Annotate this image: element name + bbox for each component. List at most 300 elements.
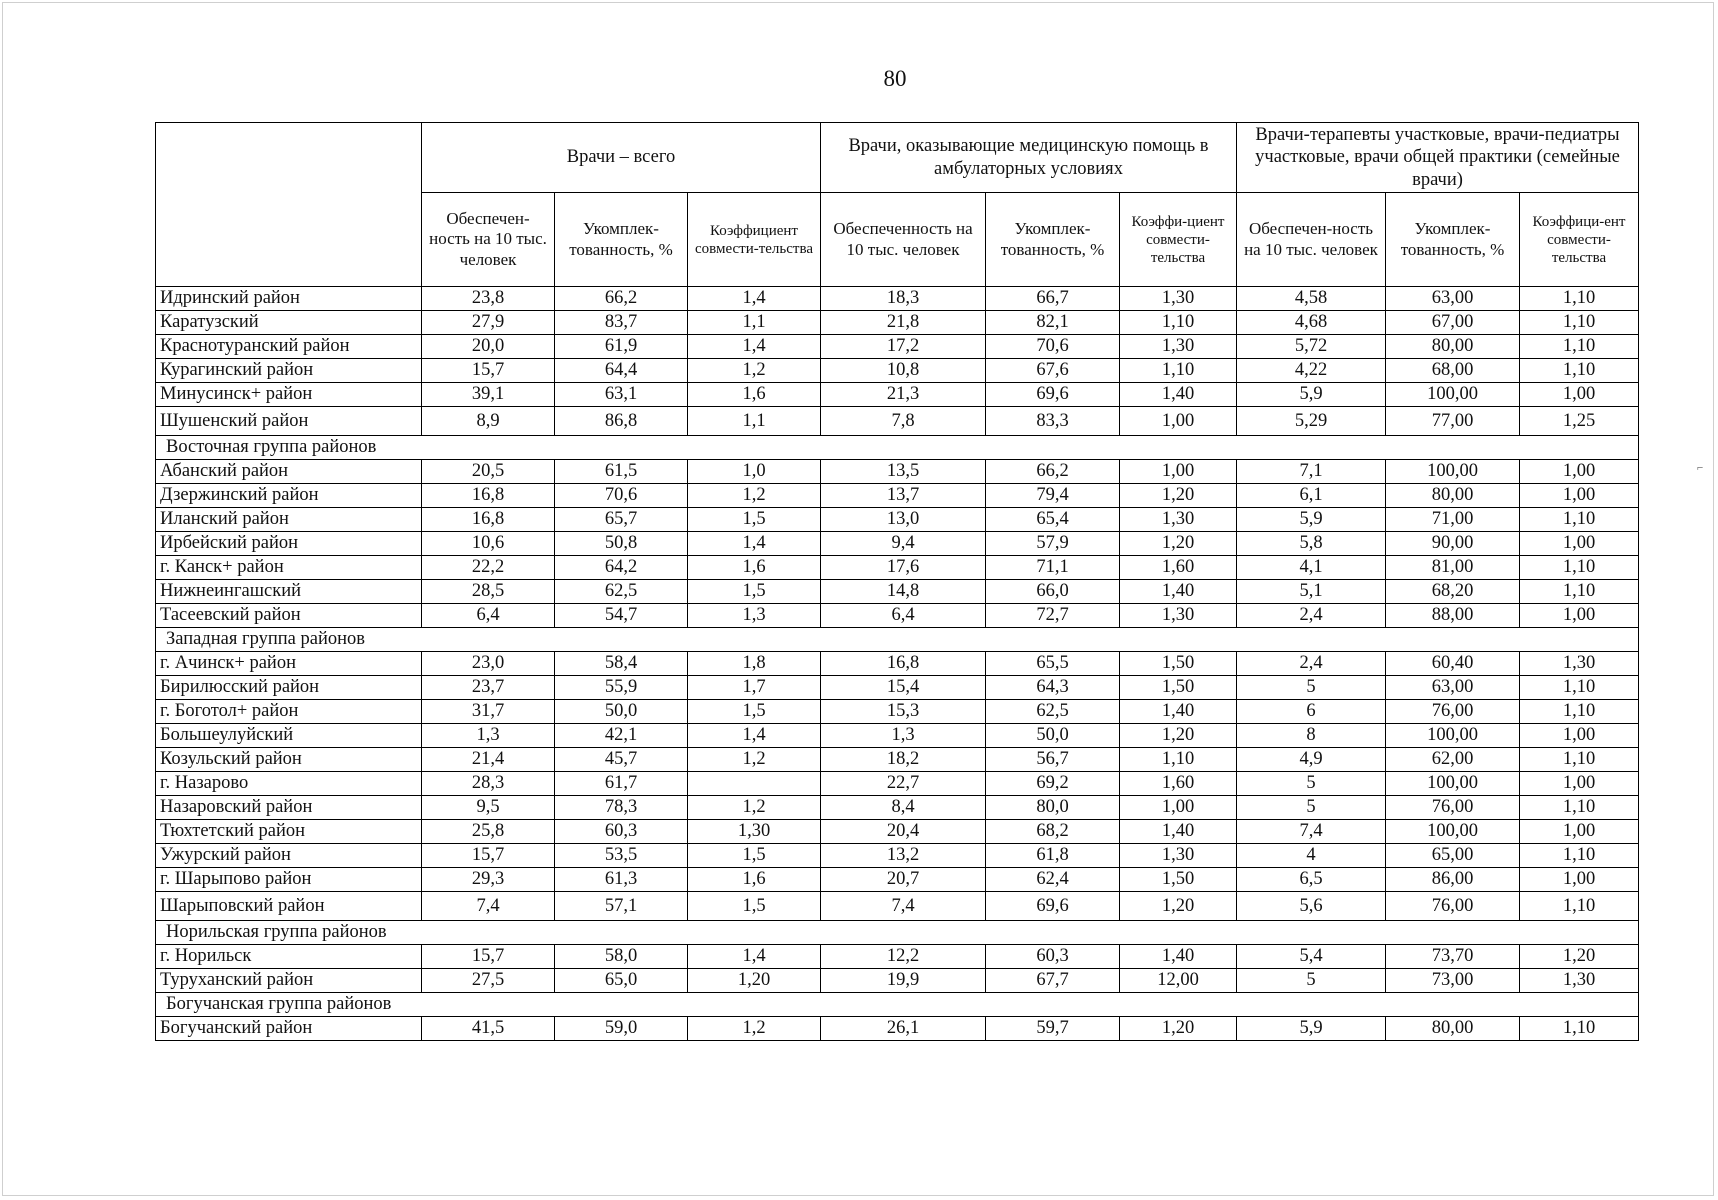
value-cell: 1,4 bbox=[688, 724, 821, 748]
value-cell: 1,10 bbox=[1120, 359, 1237, 383]
value-cell: 1,00 bbox=[1120, 796, 1237, 820]
table-row bbox=[156, 892, 1639, 921]
value-cell: 1,00 bbox=[1120, 407, 1237, 436]
value-cell: 54,7 bbox=[555, 604, 688, 628]
group-label: Норильская группа районов bbox=[156, 921, 1639, 945]
value-cell: 15,7 bbox=[422, 359, 555, 383]
sub-header-coefficient: Коэффици-ент совмести-тельства bbox=[1520, 193, 1639, 287]
value-cell: 1,3 bbox=[422, 724, 555, 748]
value-cell: 53,5 bbox=[555, 844, 688, 868]
group-row bbox=[156, 921, 1639, 945]
value-cell: 27,9 bbox=[422, 311, 555, 335]
value-cell: 28,5 bbox=[422, 580, 555, 604]
value-cell: 1,40 bbox=[1120, 383, 1237, 407]
table-row bbox=[156, 335, 1639, 359]
value-cell: 4,9 bbox=[1237, 748, 1386, 772]
value-cell: 60,3 bbox=[555, 820, 688, 844]
value-cell: 1,10 bbox=[1120, 311, 1237, 335]
value-cell: 6,4 bbox=[821, 604, 986, 628]
value-cell: 1,30 bbox=[1520, 969, 1639, 993]
region-name-cell: Большеулуйский bbox=[156, 724, 422, 748]
table-row bbox=[156, 532, 1639, 556]
value-cell: 20,5 bbox=[422, 460, 555, 484]
value-cell: 39,1 bbox=[422, 383, 555, 407]
group-row bbox=[156, 993, 1639, 1017]
value-cell: 73,70 bbox=[1386, 945, 1520, 969]
value-cell: 1,10 bbox=[1520, 556, 1639, 580]
value-cell: 1,10 bbox=[1120, 748, 1237, 772]
value-cell: 76,00 bbox=[1386, 796, 1520, 820]
region-name-cell: Ирбейский район bbox=[156, 532, 422, 556]
value-cell: 62,5 bbox=[986, 700, 1120, 724]
value-cell: 21,3 bbox=[821, 383, 986, 407]
value-cell: 1,2 bbox=[688, 1017, 821, 1041]
value-cell: 55,9 bbox=[555, 676, 688, 700]
value-cell: 73,00 bbox=[1386, 969, 1520, 993]
value-cell: 1,40 bbox=[1120, 820, 1237, 844]
value-cell: 1,1 bbox=[688, 311, 821, 335]
value-cell: 5,4 bbox=[1237, 945, 1386, 969]
group-label: Западная группа районов bbox=[156, 628, 1639, 652]
value-cell: 1,60 bbox=[1120, 772, 1237, 796]
value-cell: 68,20 bbox=[1386, 580, 1520, 604]
value-cell: 100,00 bbox=[1386, 820, 1520, 844]
value-cell: 2,4 bbox=[1237, 604, 1386, 628]
region-name-cell: Каратузский bbox=[156, 311, 422, 335]
value-cell: 1,2 bbox=[688, 748, 821, 772]
value-cell: 1,3 bbox=[821, 724, 986, 748]
value-cell: 7,8 bbox=[821, 407, 986, 436]
table-row bbox=[156, 508, 1639, 532]
value-cell: 61,3 bbox=[555, 868, 688, 892]
value-cell: 16,8 bbox=[422, 484, 555, 508]
sub-header-staffing: Укомплек-тованность, % bbox=[555, 193, 688, 287]
doctors-staffing-table bbox=[155, 122, 1639, 1041]
value-cell: 66,0 bbox=[986, 580, 1120, 604]
table-body bbox=[156, 287, 1639, 1041]
value-cell: 82,1 bbox=[986, 311, 1120, 335]
sub-header-provision: Обеспечен-ность на 10 тыс. человек bbox=[1237, 193, 1386, 287]
value-cell: 68,2 bbox=[986, 820, 1120, 844]
value-cell: 64,3 bbox=[986, 676, 1120, 700]
value-cell: 1,2 bbox=[688, 796, 821, 820]
value-cell: 1,10 bbox=[1520, 892, 1639, 921]
value-cell: 1,00 bbox=[1520, 460, 1639, 484]
value-cell: 77,00 bbox=[1386, 407, 1520, 436]
value-cell: 1,40 bbox=[1120, 700, 1237, 724]
value-cell: 5 bbox=[1237, 772, 1386, 796]
value-cell: 60,40 bbox=[1386, 652, 1520, 676]
value-cell: 5,72 bbox=[1237, 335, 1386, 359]
region-name-cell: Тюхтетский район bbox=[156, 820, 422, 844]
value-cell: 1,50 bbox=[1120, 676, 1237, 700]
value-cell: 83,3 bbox=[986, 407, 1120, 436]
table-row bbox=[156, 1017, 1639, 1041]
value-cell: 69,6 bbox=[986, 892, 1120, 921]
value-cell: 4,22 bbox=[1237, 359, 1386, 383]
value-cell: 1,60 bbox=[1120, 556, 1237, 580]
value-cell: 5 bbox=[1237, 969, 1386, 993]
value-cell: 19,9 bbox=[821, 969, 986, 993]
value-cell: 4,1 bbox=[1237, 556, 1386, 580]
value-cell: 1,10 bbox=[1520, 580, 1639, 604]
value-cell: 1,20 bbox=[1520, 945, 1639, 969]
value-cell: 1,10 bbox=[1520, 676, 1639, 700]
value-cell: 23,7 bbox=[422, 676, 555, 700]
region-name-cell: г. Шарыпово район bbox=[156, 868, 422, 892]
region-name-cell: Минусинск+ район bbox=[156, 383, 422, 407]
group-header-outpatient-doctors: Врачи, оказывающие медицинскую помощь в амбулаторных условиях bbox=[821, 123, 1237, 193]
sub-header-provision: Обеспечен-ность на 10 тыс. человек bbox=[422, 193, 555, 287]
value-cell: 9,5 bbox=[422, 796, 555, 820]
value-cell bbox=[688, 772, 821, 796]
value-cell: 64,2 bbox=[555, 556, 688, 580]
value-cell: 10,8 bbox=[821, 359, 986, 383]
value-cell: 12,00 bbox=[1120, 969, 1237, 993]
value-cell: 6,1 bbox=[1237, 484, 1386, 508]
value-cell: 5,29 bbox=[1237, 407, 1386, 436]
value-cell: 1,30 bbox=[1120, 844, 1237, 868]
value-cell: 1,10 bbox=[1520, 359, 1639, 383]
value-cell: 65,00 bbox=[1386, 844, 1520, 868]
value-cell: 66,7 bbox=[986, 287, 1120, 311]
value-cell: 71,00 bbox=[1386, 508, 1520, 532]
region-name-cell: Бирилюсский район bbox=[156, 676, 422, 700]
value-cell: 1,50 bbox=[1120, 868, 1237, 892]
value-cell: 1,6 bbox=[688, 383, 821, 407]
value-cell: 18,3 bbox=[821, 287, 986, 311]
table-row bbox=[156, 311, 1639, 335]
value-cell: 1,30 bbox=[1120, 508, 1237, 532]
value-cell: 5,8 bbox=[1237, 532, 1386, 556]
value-cell: 63,1 bbox=[555, 383, 688, 407]
value-cell: 1,10 bbox=[1520, 508, 1639, 532]
value-cell: 1,10 bbox=[1520, 1017, 1639, 1041]
group-row bbox=[156, 436, 1639, 460]
table-row bbox=[156, 676, 1639, 700]
value-cell: 20,7 bbox=[821, 868, 986, 892]
table-row bbox=[156, 772, 1639, 796]
value-cell: 61,9 bbox=[555, 335, 688, 359]
value-cell: 1,8 bbox=[688, 652, 821, 676]
value-cell: 56,7 bbox=[986, 748, 1120, 772]
group-header-district-doctors: Врачи-терапевты участковые, врачи-педиатры участковые, врачи общей практики (семейные врачи) bbox=[1237, 123, 1639, 193]
value-cell: 20,0 bbox=[422, 335, 555, 359]
value-cell: 9,4 bbox=[821, 532, 986, 556]
region-name-cell: Курагинский район bbox=[156, 359, 422, 383]
value-cell: 15,7 bbox=[422, 844, 555, 868]
value-cell: 18,2 bbox=[821, 748, 986, 772]
value-cell: 5,9 bbox=[1237, 1017, 1386, 1041]
value-cell: 15,7 bbox=[422, 945, 555, 969]
value-cell: 7,1 bbox=[1237, 460, 1386, 484]
value-cell: 5,1 bbox=[1237, 580, 1386, 604]
value-cell: 10,6 bbox=[422, 532, 555, 556]
value-cell: 57,1 bbox=[555, 892, 688, 921]
value-cell: 14,8 bbox=[821, 580, 986, 604]
value-cell: 4,68 bbox=[1237, 311, 1386, 335]
value-cell: 69,2 bbox=[986, 772, 1120, 796]
value-cell: 22,2 bbox=[422, 556, 555, 580]
value-cell: 90,00 bbox=[1386, 532, 1520, 556]
value-cell: 86,8 bbox=[555, 407, 688, 436]
value-cell: 5,6 bbox=[1237, 892, 1386, 921]
value-cell: 13,7 bbox=[821, 484, 986, 508]
value-cell: 1,4 bbox=[688, 945, 821, 969]
value-cell: 80,0 bbox=[986, 796, 1120, 820]
group-label: Богучанская группа районов bbox=[156, 993, 1639, 1017]
value-cell: 72,7 bbox=[986, 604, 1120, 628]
value-cell: 23,0 bbox=[422, 652, 555, 676]
value-cell: 5,9 bbox=[1237, 383, 1386, 407]
value-cell: 1,3 bbox=[688, 604, 821, 628]
value-cell: 59,0 bbox=[555, 1017, 688, 1041]
value-cell: 1,25 bbox=[1520, 407, 1639, 436]
value-cell: 1,20 bbox=[1120, 484, 1237, 508]
value-cell: 86,00 bbox=[1386, 868, 1520, 892]
value-cell: 1,6 bbox=[688, 556, 821, 580]
group-row bbox=[156, 628, 1639, 652]
region-name-cell: г. Назарово bbox=[156, 772, 422, 796]
value-cell: 69,6 bbox=[986, 383, 1120, 407]
table-row bbox=[156, 556, 1639, 580]
value-cell: 1,10 bbox=[1520, 844, 1639, 868]
region-name-cell: Шушенский район bbox=[156, 407, 422, 436]
value-cell: 1,50 bbox=[1120, 652, 1237, 676]
value-cell: 5 bbox=[1237, 676, 1386, 700]
value-cell: 1,2 bbox=[688, 484, 821, 508]
value-cell: 100,00 bbox=[1386, 724, 1520, 748]
value-cell: 2,4 bbox=[1237, 652, 1386, 676]
group-header-all-doctors: Врачи – всего bbox=[422, 123, 821, 193]
value-cell: 25,8 bbox=[422, 820, 555, 844]
value-cell: 66,2 bbox=[555, 287, 688, 311]
value-cell: 62,00 bbox=[1386, 748, 1520, 772]
value-cell: 1,5 bbox=[688, 892, 821, 921]
value-cell: 20,4 bbox=[821, 820, 986, 844]
value-cell: 1,20 bbox=[1120, 724, 1237, 748]
value-cell: 27,5 bbox=[422, 969, 555, 993]
value-cell: 41,5 bbox=[422, 1017, 555, 1041]
value-cell: 50,8 bbox=[555, 532, 688, 556]
value-cell: 13,5 bbox=[821, 460, 986, 484]
value-cell: 64,4 bbox=[555, 359, 688, 383]
value-cell: 1,40 bbox=[1120, 580, 1237, 604]
region-name-cell: Нижнеингашский bbox=[156, 580, 422, 604]
region-name-cell: г. Боготол+ район bbox=[156, 700, 422, 724]
value-cell: 1,00 bbox=[1520, 484, 1639, 508]
value-cell: 22,7 bbox=[821, 772, 986, 796]
value-cell: 42,1 bbox=[555, 724, 688, 748]
value-cell: 16,8 bbox=[821, 652, 986, 676]
value-cell: 13,2 bbox=[821, 844, 986, 868]
value-cell: 62,5 bbox=[555, 580, 688, 604]
value-cell: 1,00 bbox=[1120, 460, 1237, 484]
region-name-cell: Тасеевский район bbox=[156, 604, 422, 628]
value-cell: 7,4 bbox=[821, 892, 986, 921]
table-row bbox=[156, 945, 1639, 969]
value-cell: 16,8 bbox=[422, 508, 555, 532]
value-cell: 67,7 bbox=[986, 969, 1120, 993]
region-name-cell: г. Норильск bbox=[156, 945, 422, 969]
value-cell: 1,40 bbox=[1120, 945, 1237, 969]
value-cell: 1,10 bbox=[1520, 748, 1639, 772]
table-row bbox=[156, 460, 1639, 484]
table-row bbox=[156, 604, 1639, 628]
value-cell: 1,6 bbox=[688, 868, 821, 892]
value-cell: 1,0 bbox=[688, 460, 821, 484]
value-cell: 80,00 bbox=[1386, 484, 1520, 508]
table-row bbox=[156, 700, 1639, 724]
region-name-cell: Туруханский район bbox=[156, 969, 422, 993]
value-cell: 1,10 bbox=[1520, 287, 1639, 311]
sub-header-coefficient: Коэффи-циент совмести-тельства bbox=[1120, 193, 1237, 287]
value-cell: 67,00 bbox=[1386, 311, 1520, 335]
sub-header-provision: Обеспеченность на 10 тыс. человек bbox=[821, 193, 986, 287]
value-cell: 15,4 bbox=[821, 676, 986, 700]
group-label: Восточная группа районов bbox=[156, 436, 1639, 460]
value-cell: 17,2 bbox=[821, 335, 986, 359]
value-cell: 67,6 bbox=[986, 359, 1120, 383]
value-cell: 8,9 bbox=[422, 407, 555, 436]
value-cell: 80,00 bbox=[1386, 335, 1520, 359]
value-cell: 1,20 bbox=[1120, 532, 1237, 556]
table-row bbox=[156, 407, 1639, 436]
value-cell: 50,0 bbox=[986, 724, 1120, 748]
value-cell: 7,4 bbox=[422, 892, 555, 921]
value-cell: 28,3 bbox=[422, 772, 555, 796]
value-cell: 1,20 bbox=[688, 969, 821, 993]
value-cell: 1,30 bbox=[1120, 287, 1237, 311]
value-cell: 58,0 bbox=[555, 945, 688, 969]
value-cell: 26,1 bbox=[821, 1017, 986, 1041]
value-cell: 1,5 bbox=[688, 508, 821, 532]
value-cell: 4 bbox=[1237, 844, 1386, 868]
sub-header-coefficient: Коэффициент совмести-тельства bbox=[688, 193, 821, 287]
region-name-cell: Иланский район bbox=[156, 508, 422, 532]
value-cell: 71,1 bbox=[986, 556, 1120, 580]
value-cell: 62,4 bbox=[986, 868, 1120, 892]
page-number: 80 bbox=[883, 66, 907, 91]
value-cell: 1,30 bbox=[1120, 335, 1237, 359]
value-cell: 100,00 bbox=[1386, 772, 1520, 796]
value-cell: 23,8 bbox=[422, 287, 555, 311]
value-cell: 61,5 bbox=[555, 460, 688, 484]
value-cell: 79,4 bbox=[986, 484, 1120, 508]
table-row bbox=[156, 969, 1639, 993]
value-cell: 1,2 bbox=[688, 359, 821, 383]
value-cell: 65,4 bbox=[986, 508, 1120, 532]
value-cell: 68,00 bbox=[1386, 359, 1520, 383]
sub-header-staffing: Укомплек-тованность, % bbox=[1386, 193, 1520, 287]
value-cell: 70,6 bbox=[555, 484, 688, 508]
value-cell: 1,7 bbox=[688, 676, 821, 700]
region-name-cell: г. Ачинск+ район bbox=[156, 652, 422, 676]
value-cell: 58,4 bbox=[555, 652, 688, 676]
value-cell: 6,4 bbox=[422, 604, 555, 628]
value-cell: 66,2 bbox=[986, 460, 1120, 484]
value-cell: 1,10 bbox=[1520, 796, 1639, 820]
table-row bbox=[156, 820, 1639, 844]
value-cell: 1,00 bbox=[1520, 724, 1639, 748]
table-row bbox=[156, 359, 1639, 383]
value-cell: 100,00 bbox=[1386, 460, 1520, 484]
value-cell: 5,9 bbox=[1237, 508, 1386, 532]
value-cell: 63,00 bbox=[1386, 287, 1520, 311]
scan-mark: ⌐ bbox=[1697, 462, 1704, 474]
region-name-cell: Краснотуранский район bbox=[156, 335, 422, 359]
value-cell: 1,30 bbox=[1520, 652, 1639, 676]
value-cell: 1,5 bbox=[688, 700, 821, 724]
value-cell: 1,00 bbox=[1520, 772, 1639, 796]
value-cell: 1,00 bbox=[1520, 868, 1639, 892]
value-cell: 4,58 bbox=[1237, 287, 1386, 311]
value-cell: 80,00 bbox=[1386, 1017, 1520, 1041]
value-cell: 1,4 bbox=[688, 335, 821, 359]
region-name-cell: Шарыповский район bbox=[156, 892, 422, 921]
value-cell: 61,8 bbox=[986, 844, 1120, 868]
value-cell: 59,7 bbox=[986, 1017, 1120, 1041]
region-name-cell: Назаровский район bbox=[156, 796, 422, 820]
value-cell: 1,00 bbox=[1520, 383, 1639, 407]
sub-header-staffing: Укомплек-тованность, % bbox=[986, 193, 1120, 287]
value-cell: 1,00 bbox=[1520, 604, 1639, 628]
value-cell: 1,20 bbox=[1120, 892, 1237, 921]
value-cell: 1,20 bbox=[1120, 1017, 1237, 1041]
value-cell: 29,3 bbox=[422, 868, 555, 892]
value-cell: 1,00 bbox=[1520, 820, 1639, 844]
table-row bbox=[156, 287, 1639, 311]
region-name-cell: Идринский район bbox=[156, 287, 422, 311]
value-cell: 5 bbox=[1237, 796, 1386, 820]
value-cell: 61,7 bbox=[555, 772, 688, 796]
table-row bbox=[156, 484, 1639, 508]
value-cell: 31,7 bbox=[422, 700, 555, 724]
value-cell: 1,5 bbox=[688, 844, 821, 868]
value-cell: 65,0 bbox=[555, 969, 688, 993]
region-name-cell: Ужурский район bbox=[156, 844, 422, 868]
value-cell: 15,3 bbox=[821, 700, 986, 724]
value-cell: 6 bbox=[1237, 700, 1386, 724]
table-row bbox=[156, 748, 1639, 772]
value-cell: 65,5 bbox=[986, 652, 1120, 676]
region-name-cell: Козульский район bbox=[156, 748, 422, 772]
value-cell: 1,10 bbox=[1520, 311, 1639, 335]
value-cell: 45,7 bbox=[555, 748, 688, 772]
value-cell: 6,5 bbox=[1237, 868, 1386, 892]
value-cell: 1,00 bbox=[1520, 532, 1639, 556]
table-row bbox=[156, 383, 1639, 407]
value-cell: 76,00 bbox=[1386, 892, 1520, 921]
region-header-cell bbox=[156, 123, 422, 287]
value-cell: 78,3 bbox=[555, 796, 688, 820]
value-cell: 65,7 bbox=[555, 508, 688, 532]
value-cell: 1,10 bbox=[1520, 335, 1639, 359]
value-cell: 1,30 bbox=[688, 820, 821, 844]
value-cell: 57,9 bbox=[986, 532, 1120, 556]
value-cell: 1,1 bbox=[688, 407, 821, 436]
value-cell: 21,8 bbox=[821, 311, 986, 335]
table-row bbox=[156, 844, 1639, 868]
value-cell: 60,3 bbox=[986, 945, 1120, 969]
value-cell: 1,10 bbox=[1520, 700, 1639, 724]
value-cell: 88,00 bbox=[1386, 604, 1520, 628]
value-cell: 50,0 bbox=[555, 700, 688, 724]
table-row bbox=[156, 724, 1639, 748]
value-cell: 1,4 bbox=[688, 532, 821, 556]
table-row bbox=[156, 652, 1639, 676]
value-cell: 63,00 bbox=[1386, 676, 1520, 700]
